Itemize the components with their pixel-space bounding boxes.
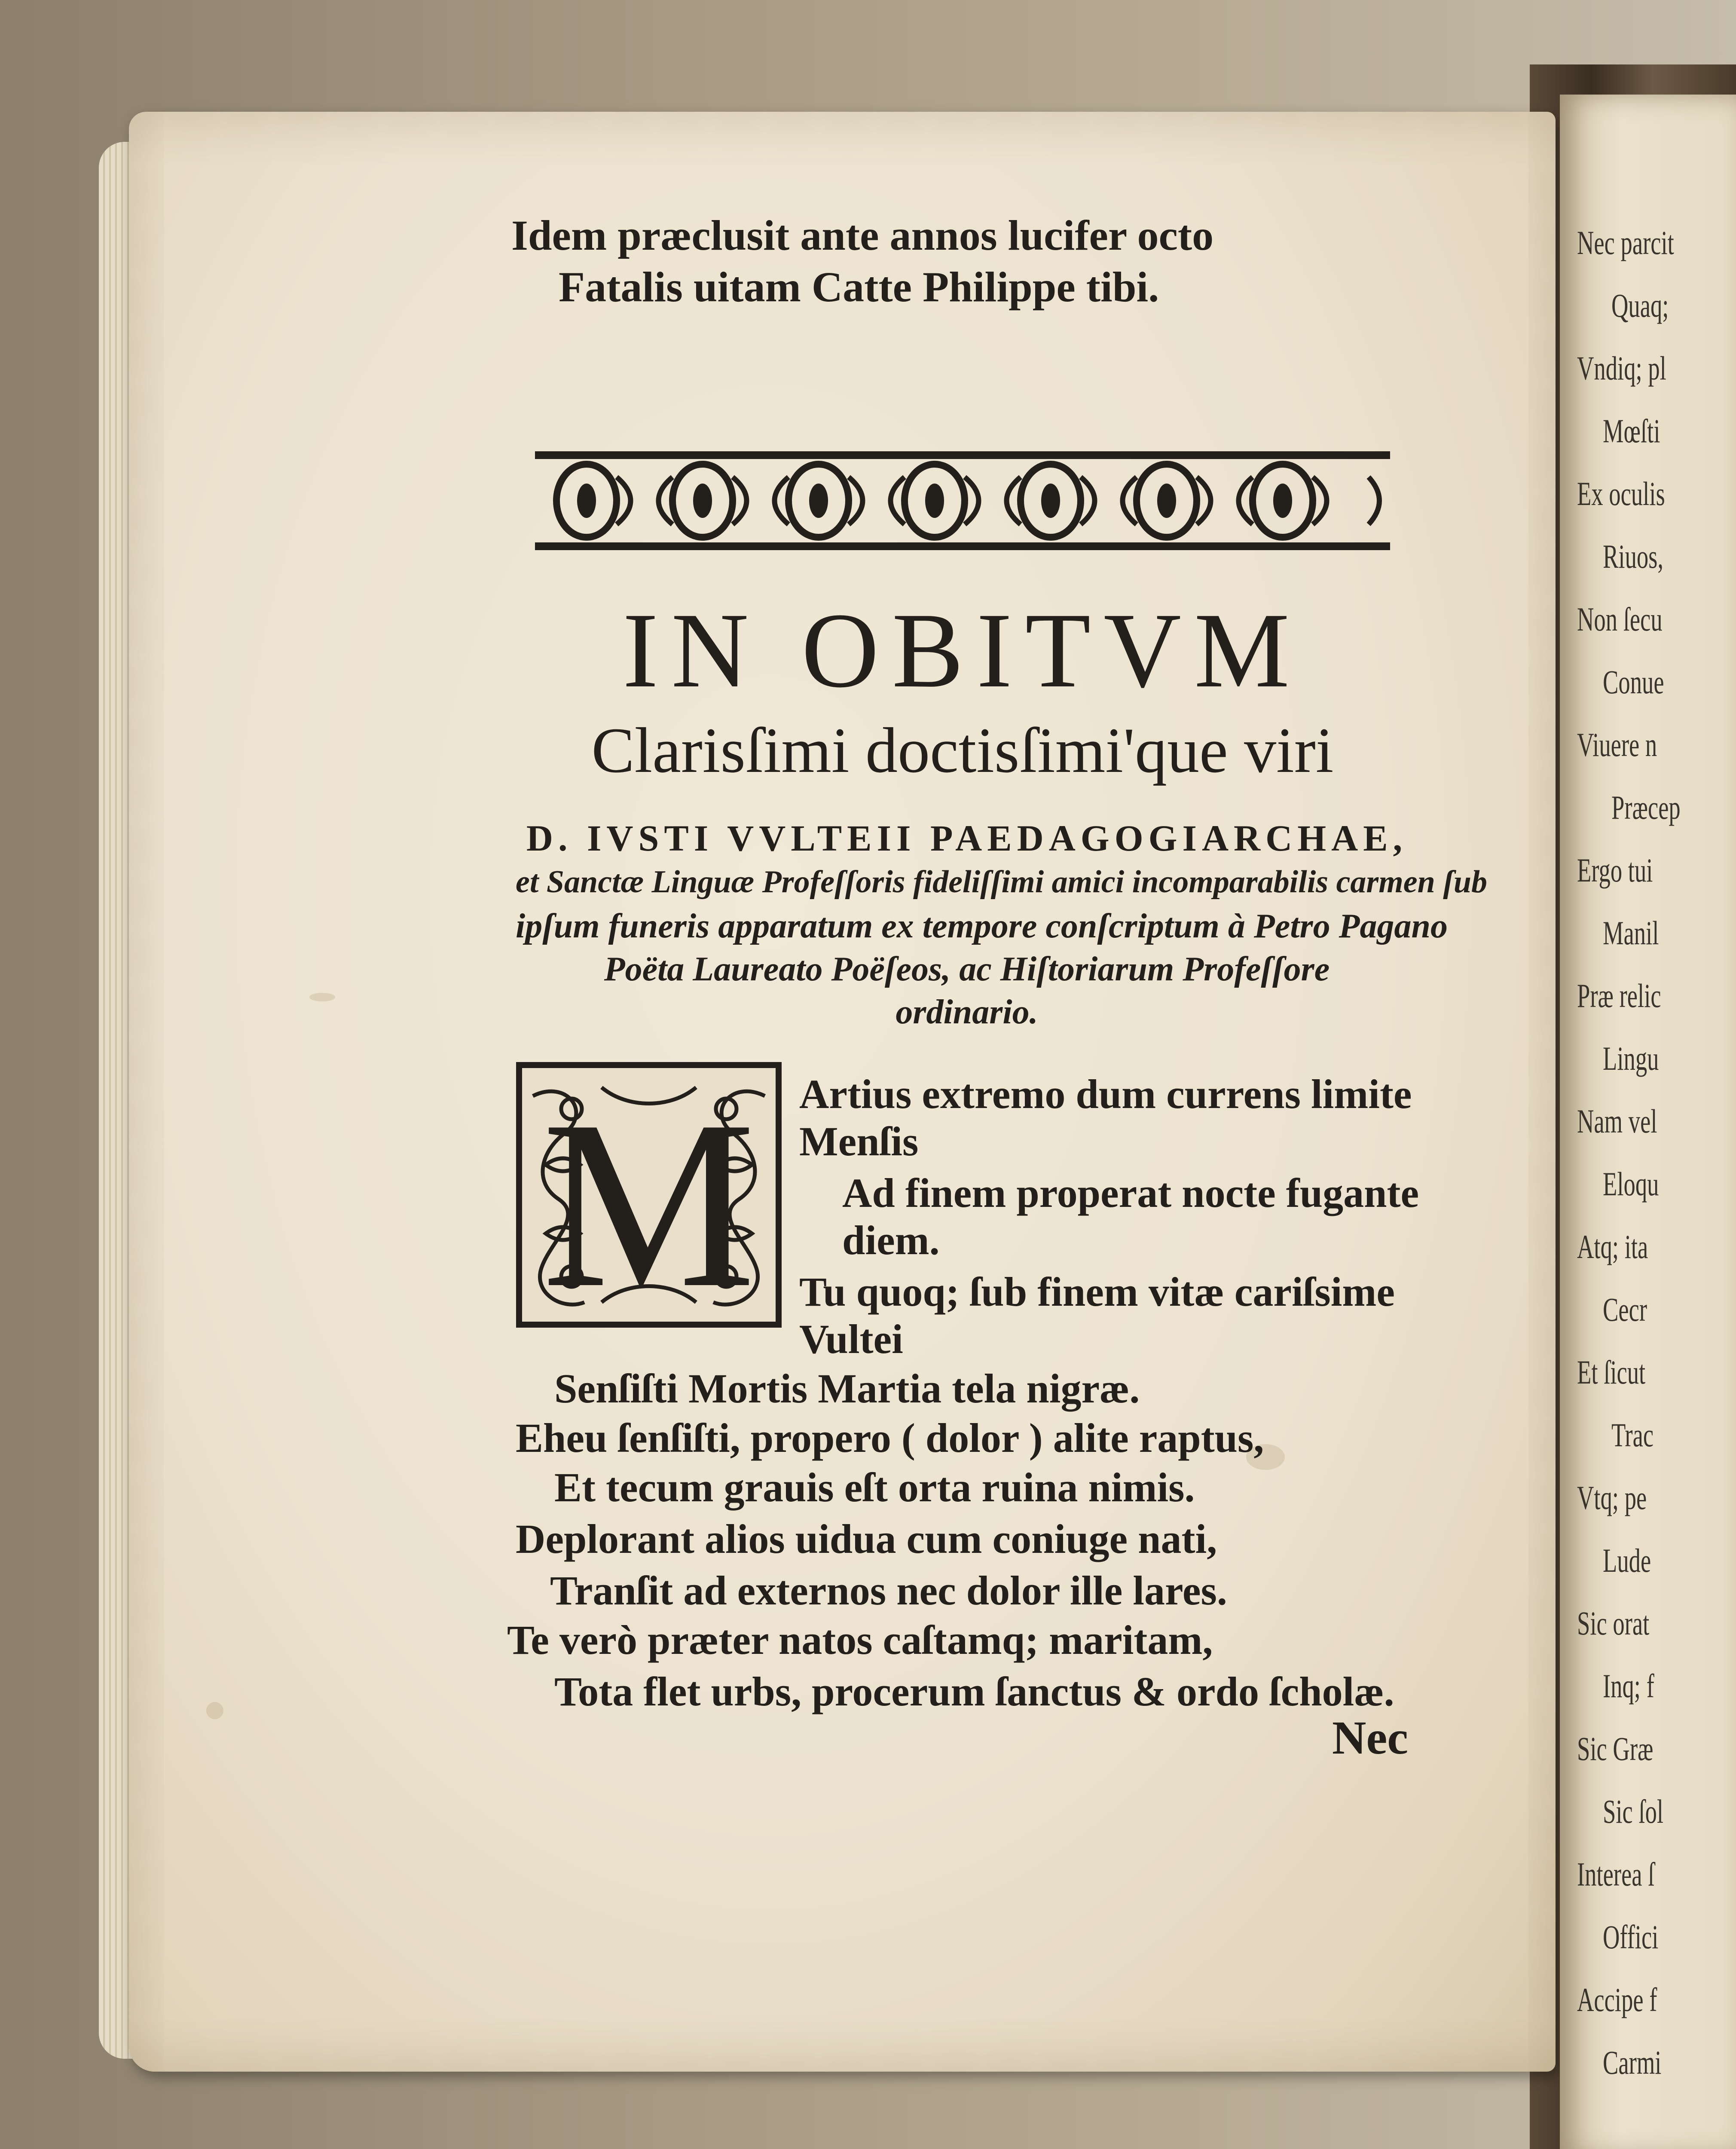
next-page-line: Sic orat [1577,1604,1650,1642]
stain [309,993,335,1001]
verse-line-11: Tranſit ad externos nec dolor ille lares. [550,1567,1227,1613]
page-subtitle: Clarisſimi doctisſimi'que viri [591,715,1334,786]
next-page-line: Ex oculis [1577,475,1665,512]
next-page-line: Ergo tui [1577,851,1653,889]
header-line-1: Idem præclusit ante annos lucifer octo [511,211,1214,259]
verse-line-1: Artius extremo dum currens limite [799,1071,1412,1117]
next-page-line: Et ſicut [1577,1353,1646,1391]
next-page-line: Eloqu [1603,1165,1659,1203]
next-page-line: Præ relic [1577,977,1661,1014]
next-page-line: Viuere n [1577,726,1657,763]
next-page-line: Offici [1603,1918,1659,1956]
next-page-line: Inq; f [1603,1667,1654,1705]
page-title: IN OBITVM [622,591,1303,710]
verse-line-13: Tota flet urbs, procerum ſanctus & ordo ſcholæ. [554,1668,1394,1714]
dedication-italic-line-4: ordinario. [896,993,1038,1031]
verse-line-5: Tu quoq; ſub finem vitæ cariſsime [799,1269,1395,1315]
next-page-line: Quaq; [1611,287,1669,324]
initial-letter: M [542,1071,756,1328]
verse-line-12: Te verò præter natos caſtamq; maritam, [507,1617,1213,1663]
next-page-line: Præcep [1611,789,1681,826]
next-page-line: Carmi [1603,2044,1662,2081]
next-page-line: Sic Græ [1577,1730,1653,1767]
next-page-line: Interea ſ [1577,1855,1655,1893]
catchword: Nec [1332,1711,1409,1764]
dedication-italic-line-2: ipſum funeris apparatum ex tempore conſcriptum à Petro Pagano [516,907,1448,945]
header-line-2: Fatalis uitam Catte Philippe tibi. [559,263,1159,311]
verse-line-3: Ad finem properat nocte fugante [842,1170,1419,1216]
next-page-line: Nec parcit [1577,224,1674,261]
next-page-line: Lude [1603,1542,1651,1579]
next-page-line: Atq; ita [1577,1228,1648,1265]
next-page-line: Nam vel [1577,1102,1657,1140]
next-page-line: Sic ſol [1603,1793,1664,1830]
next-page-line: Conue [1603,663,1664,701]
dedication-italic-line-1: et Sanctæ Linguæ Profeſſoris fideliſſimi amici incomparabilis carmen ſub [516,864,1488,900]
next-page-line: Vtq; pe [1577,1479,1647,1516]
next-page-line: Non ſecu [1577,600,1663,638]
verse-line-7: Senſiſti Mortis Martia tela nigræ. [554,1365,1140,1411]
next-page-line: Trac [1611,1416,1654,1454]
next-page-line: Manil [1603,914,1659,952]
next-page-line: Lingu [1603,1040,1659,1077]
verse-line-9: Et tecum grauis eſt orta ruina nimis. [554,1464,1195,1510]
dedication-italic-line-3: Poëta Laureato Poëſeos, ac Hiſtoriarum Profeſſore [604,950,1330,988]
decorated-initial [516,1062,782,1328]
verse-line-6: Vultei [799,1316,903,1362]
next-page-line: Mœſti [1603,412,1660,450]
next-page-fragment [1560,95,1736,2149]
next-page-line: Vndiq; pl [1577,349,1666,387]
dedication-caps-line: D. IVSTI VVLTEII PAEDAGOGIARCHAE, [526,817,1408,859]
verse-line-8: Eheu ſenſiſti, propero ( dolor ) alite raptus, [516,1415,1264,1461]
next-page-line: Accipe f [1577,1981,1657,2018]
stain [206,1702,223,1719]
next-page-line: Riuos, [1603,538,1664,575]
next-page-line: Cecr [1603,1291,1647,1328]
ornamental-band [535,443,1390,559]
verse-line-10: Deplorant alios uidua cum coniuge nati, [516,1516,1217,1562]
verse-line-4: diem. [842,1217,940,1263]
verse-line-2: Menſis [799,1118,919,1164]
